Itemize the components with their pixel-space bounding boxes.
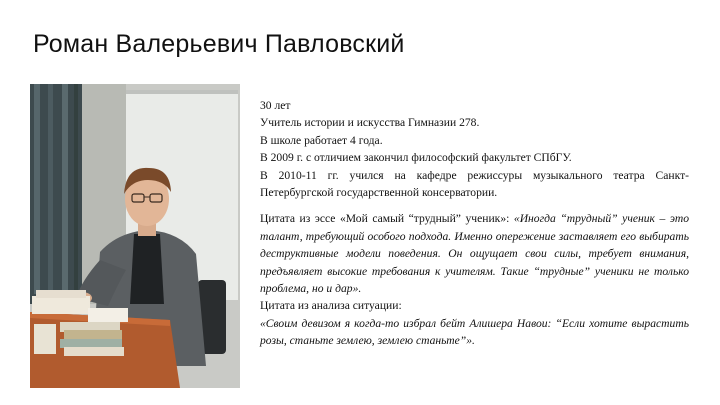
age-line: 30 лет (260, 99, 291, 112)
analysis-quote-lead: Цитата из анализа ситуации: (260, 299, 402, 313)
teacher-info (260, 97, 689, 350)
position-line: Учитель истории и искусства Гимназии 278. (260, 116, 480, 130)
analysis-quote-paragraph (260, 315, 689, 350)
tenure-line: В школе работает 4 года. (260, 133, 383, 147)
essay-quote-text: «Иногда “трудный” ученик – это талант, требующий особого подхода. Именно опережение заставляет его выбирать деструктивные модели поведения. Он ощущает свои силы, требует внимания, предъявляет высокие требования к учителям. Такие “трудные” ученики не только проблема, но и дар». (260, 212, 689, 296)
slide-title: Роман Валерьевич Павловский (33, 30, 405, 58)
education-line: В 2009 г. с отличием закончил философский факультет СПбГУ. (260, 151, 572, 165)
teacher-photo (30, 84, 240, 388)
analysis-quote-text: «Своим девизом я когда-то избрал бейт Алишера Навои: “Если хотите вырастить розы, станьте землею, землею станьте”». (260, 316, 689, 348)
study-line: В 2010-11 гг. учился на кафедре режиссуры музыкального театра Санкт-Петербургской государственной консерватории. (260, 168, 689, 200)
essay-quote-paragraph (260, 210, 689, 297)
essay-quote-lead: Цитата из эссе «Мой самый “трудный” ученик»: (260, 212, 514, 226)
